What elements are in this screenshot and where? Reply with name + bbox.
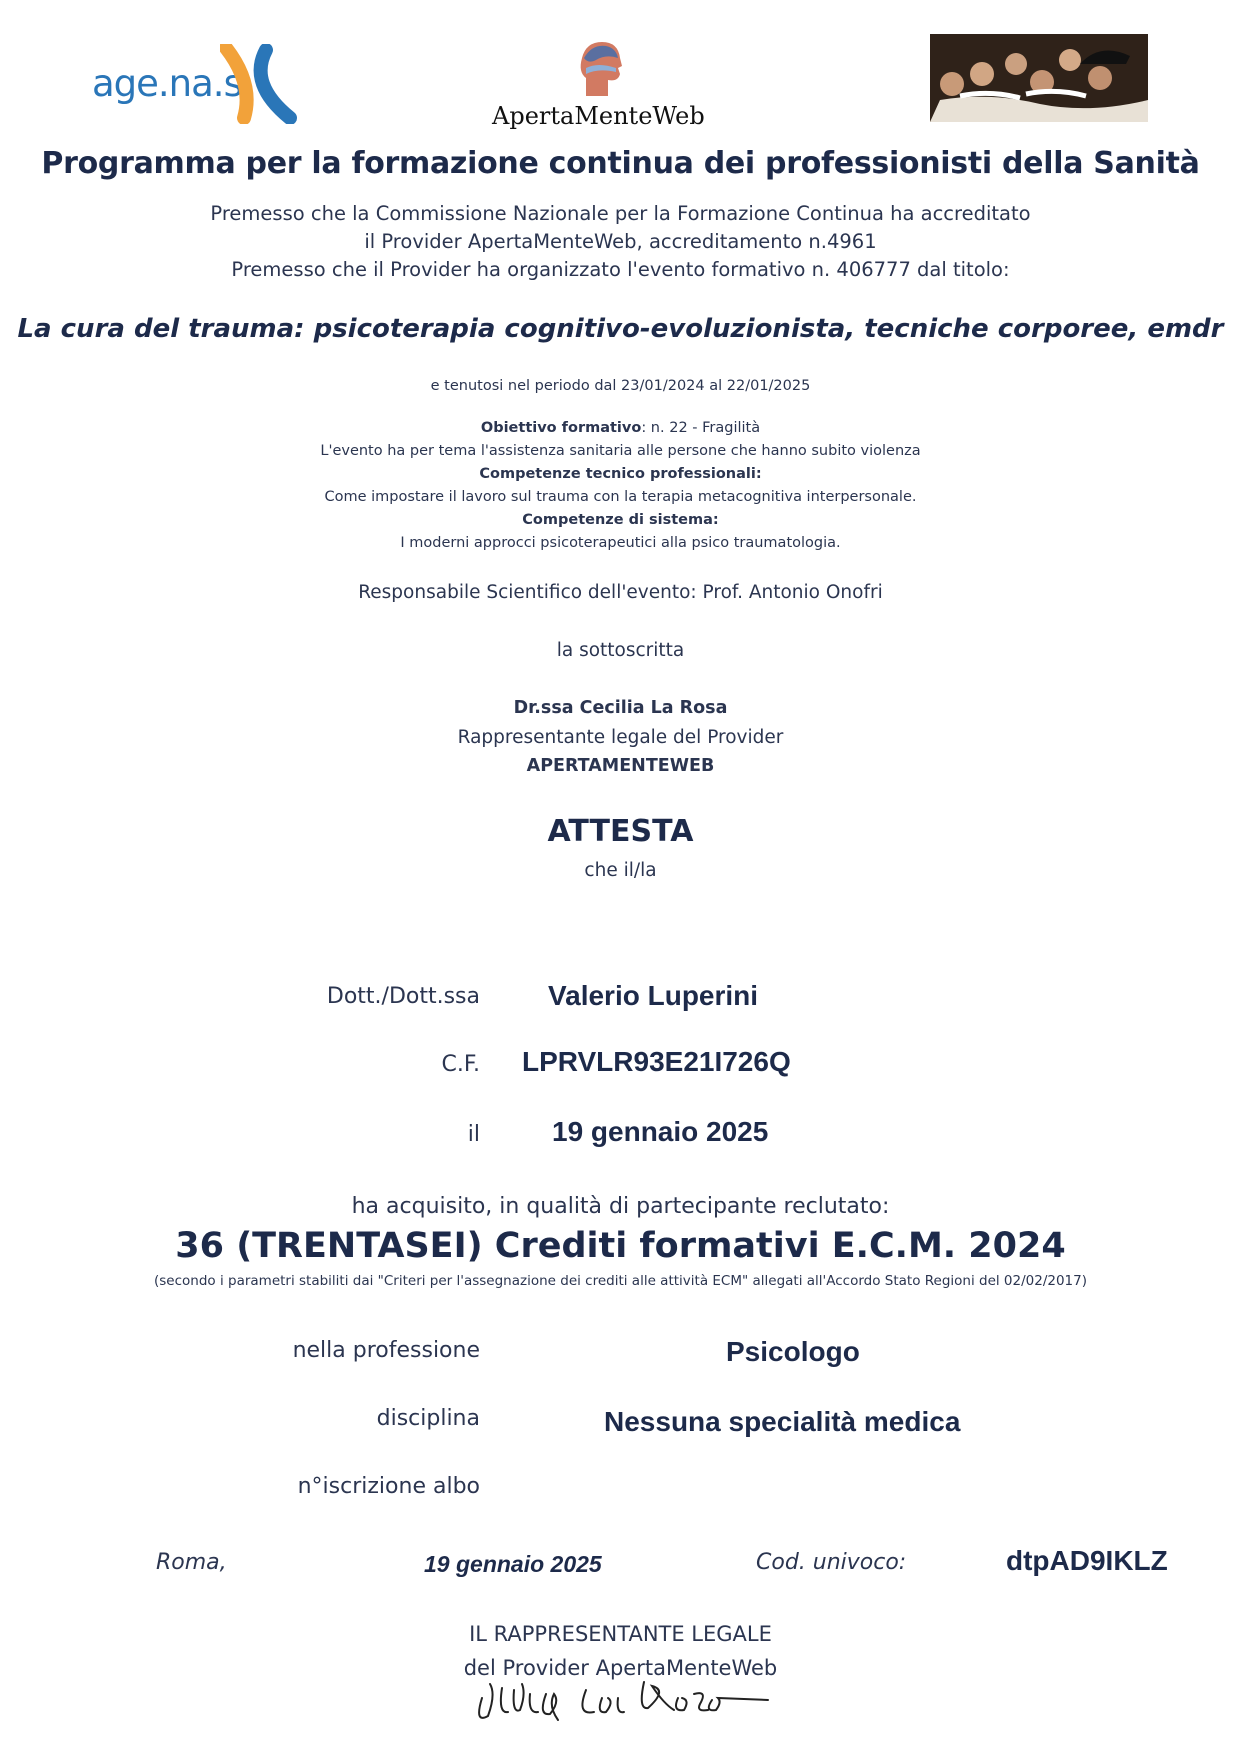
event-title: La cura del trauma: psicoterapia cognitivo-evoluzionista, tecniche corporee, emdr bbox=[17, 314, 1224, 344]
system-competence-label: Competenze di sistema: bbox=[522, 512, 719, 528]
signatory-role: Rappresentante legale del Provider bbox=[457, 727, 784, 748]
event-period: e tenutosi nel periodo dal 23/01/2024 al 22/01/2025 bbox=[430, 378, 811, 394]
signatory-name: Dr.ssa Cecilia La Rosa bbox=[513, 698, 728, 718]
signatory-intro: la sottoscritta bbox=[556, 640, 685, 661]
apertamenteweb-logo bbox=[480, 38, 740, 138]
agenas-mark-icon bbox=[220, 44, 304, 124]
anatomy-lesson-painting bbox=[930, 34, 1148, 122]
system-competence-description: I moderni approcci psicoterapeutici alla psico traumatologia. bbox=[400, 535, 841, 551]
profession-label: nella professione bbox=[292, 1338, 480, 1363]
objective-description: L'evento ha per tema l'assistenza sanitaria alle persone che hanno subito violenza bbox=[320, 443, 921, 459]
signatory-provider: APERTAMENTEWEB bbox=[526, 756, 715, 776]
signature-icon bbox=[468, 1654, 778, 1726]
discipline-label: disciplina bbox=[376, 1406, 480, 1431]
credits-intro: ha acquisito, in qualità di partecipante reclutato: bbox=[351, 1194, 890, 1219]
attesta-heading: ATTESTA bbox=[547, 814, 694, 849]
provider-wordmark: ApertaMenteWeb bbox=[492, 102, 705, 130]
date-label: il bbox=[467, 1122, 480, 1147]
place: Roma, bbox=[156, 1550, 227, 1575]
participant-title-label: Dott./Dott.ssa bbox=[326, 984, 480, 1009]
discipline-value: Nessuna specialità medica bbox=[604, 1406, 961, 1437]
legal-rep-line-2: del Provider ApertaMenteWeb bbox=[463, 1656, 778, 1680]
premise-line-3: Premesso che il Provider ha organizzato l'evento formativo n. 406777 dal titolo: bbox=[231, 258, 1010, 281]
participant-date: 19 gennaio 2025 bbox=[552, 1116, 769, 1147]
cf-label: C.F. bbox=[441, 1052, 480, 1077]
tech-competence-label: Competenze tecnico professionali: bbox=[479, 466, 762, 482]
profession-value: Psicologo bbox=[726, 1336, 860, 1367]
footer-date: 19 gennaio 2025 bbox=[424, 1551, 602, 1577]
program-title: Programma per la formazione continua dei professionisti della Sanità bbox=[41, 146, 1200, 181]
agenas-wordmark: age.na.s. bbox=[92, 62, 253, 105]
credits-headline: 36 (TRENTASEI) Crediti formativi E.C.M. 2024 bbox=[175, 1226, 1066, 1266]
painting-figures-icon bbox=[930, 34, 1148, 122]
code-label: Cod. univoco: bbox=[756, 1550, 907, 1575]
unique-code: dtpAD9IKLZ bbox=[1006, 1545, 1168, 1576]
scientific-lead: Responsabile Scientifico dell'evento: Prof. Antonio Onofri bbox=[358, 582, 883, 603]
objective-label: Obiettivo formativo bbox=[480, 420, 642, 436]
tech-competence-description: Come impostare il lavoro sul trauma con la terapia metacognitiva interpersonale. bbox=[324, 489, 917, 505]
agenas-logo bbox=[92, 44, 312, 128]
attesta-sub: che il/la bbox=[584, 860, 657, 881]
cf-value: LPRVLR93E21I726Q bbox=[522, 1046, 791, 1077]
objective-value: : n. 22 - Fragilità bbox=[641, 420, 761, 436]
legal-rep-line-1: IL RAPPRESENTANTE LEGALE bbox=[469, 1622, 772, 1646]
head-profile-icon bbox=[576, 38, 624, 100]
premise-line-1: Premesso che la Commissione Nazionale per la Formazione Continua ha accreditato bbox=[210, 202, 1031, 225]
albo-label: n°iscrizione albo bbox=[297, 1474, 480, 1499]
credits-params: (secondo i parametri stabiliti dai "Criteri per l'assegnazione dei crediti alle attività ECM" allegati all'Accordo Stato Regioni del 02/02/2017) bbox=[154, 1273, 1087, 1289]
premise-line-2: il Provider ApertaMenteWeb, accreditamento n.4961 bbox=[364, 230, 877, 253]
participant-name: Valerio Luperini bbox=[548, 980, 759, 1011]
objective-line bbox=[0, 420, 1241, 436]
